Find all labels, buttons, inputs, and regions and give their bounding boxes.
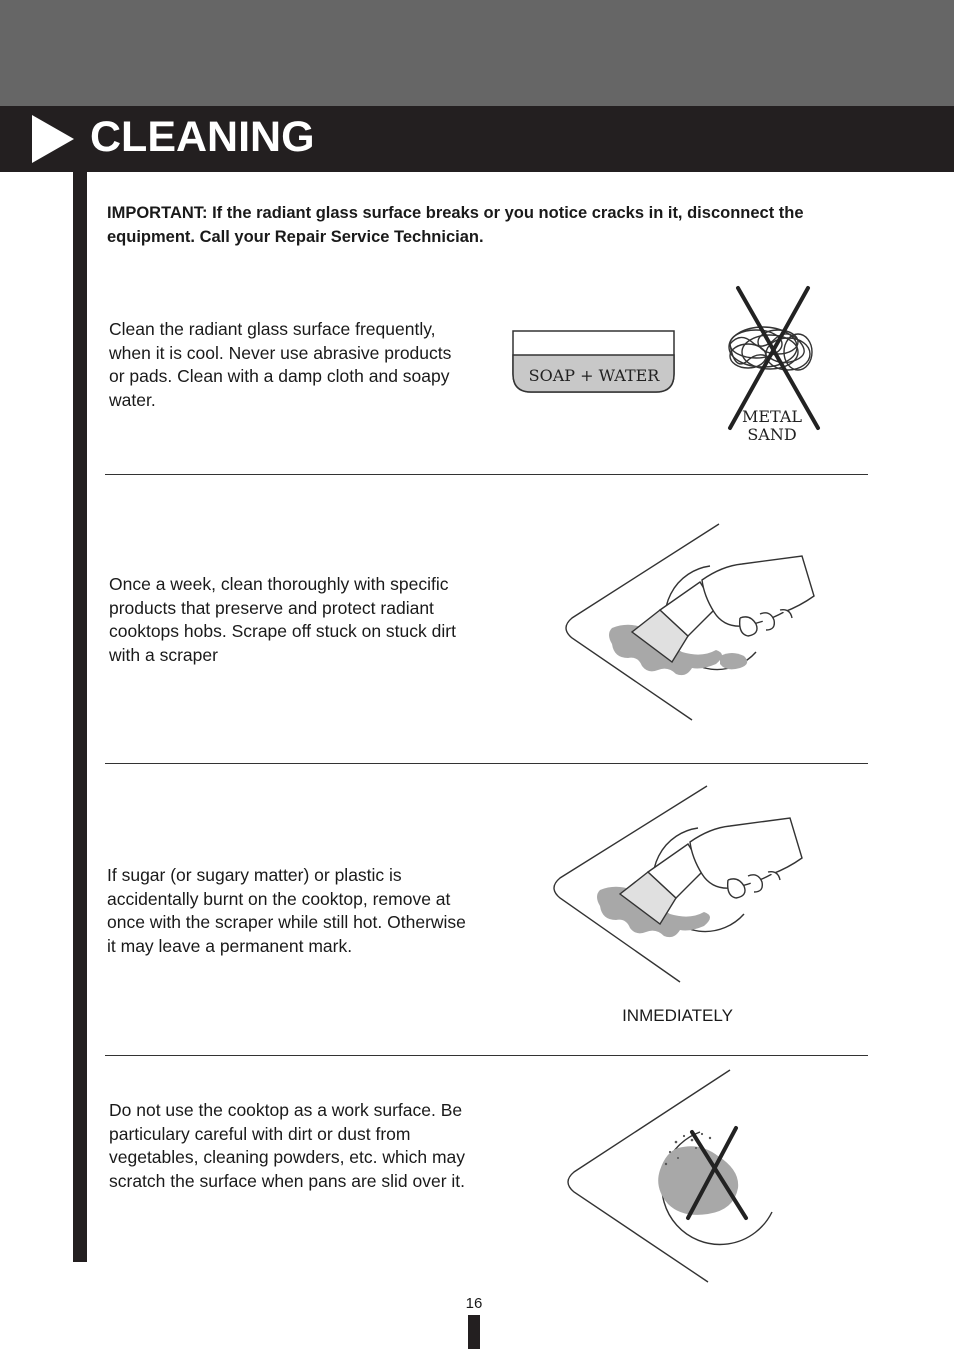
section-1-text: Clean the radiant glass surface frequently, when it is cool. Never use abrasive products or pads. Clean with a damp cloth and soapy water. [109,319,452,410]
section-divider [105,763,868,764]
section-4-text: Do not use the cooktop as a work surface. Be particulary careful with dirt or dust from vegetables, cleaning powders, etc. which may scratch the surface when pans are slid over it. [109,1100,466,1191]
header-top-band [0,0,954,106]
section-3-text: If sugar (or sugary matter) or plastic is accidentally burnt on the cooktop, remove at once with the scraper while still hot. Otherwise it may leave a permanent mark. [107,865,466,956]
hand-icon [690,818,802,898]
metal-label: METAL [741,407,803,426]
soap-water-container-illustration [508,328,680,400]
sand-label: SAND [747,425,797,444]
play-arrow-icon [32,115,74,163]
section-divider [105,1055,868,1056]
scraper-cleaning-illustration [560,518,840,728]
hand-icon [702,556,814,636]
soap-water-label: SOAP + WATER [528,366,660,385]
important-notice: IMPORTANT: If the radiant glass surface breaks or you notice cracks in it, disconnect the equipment. Call your Repair Service Technician. [107,204,804,246]
section-2-text: Once a week, clean thoroughly with specific products that preserve and protect radiant cooktops hobs. Scrape off stuck on stuck dirt with a scraper [109,574,456,665]
page-title: CLEANING [90,113,315,161]
dust-on-cooktop-illustration [560,1066,790,1288]
dust-pile-icon [658,1146,738,1215]
section-divider [105,474,868,475]
page-tab-marker [468,1315,480,1349]
immediately-caption: INMEDIATELY [622,1006,733,1025]
left-margin-bar [73,172,87,1262]
page-number: 16 [465,1295,483,1312]
metal-sand-pad-illustration [718,284,828,449]
hot-scraper-illustration [548,780,828,990]
